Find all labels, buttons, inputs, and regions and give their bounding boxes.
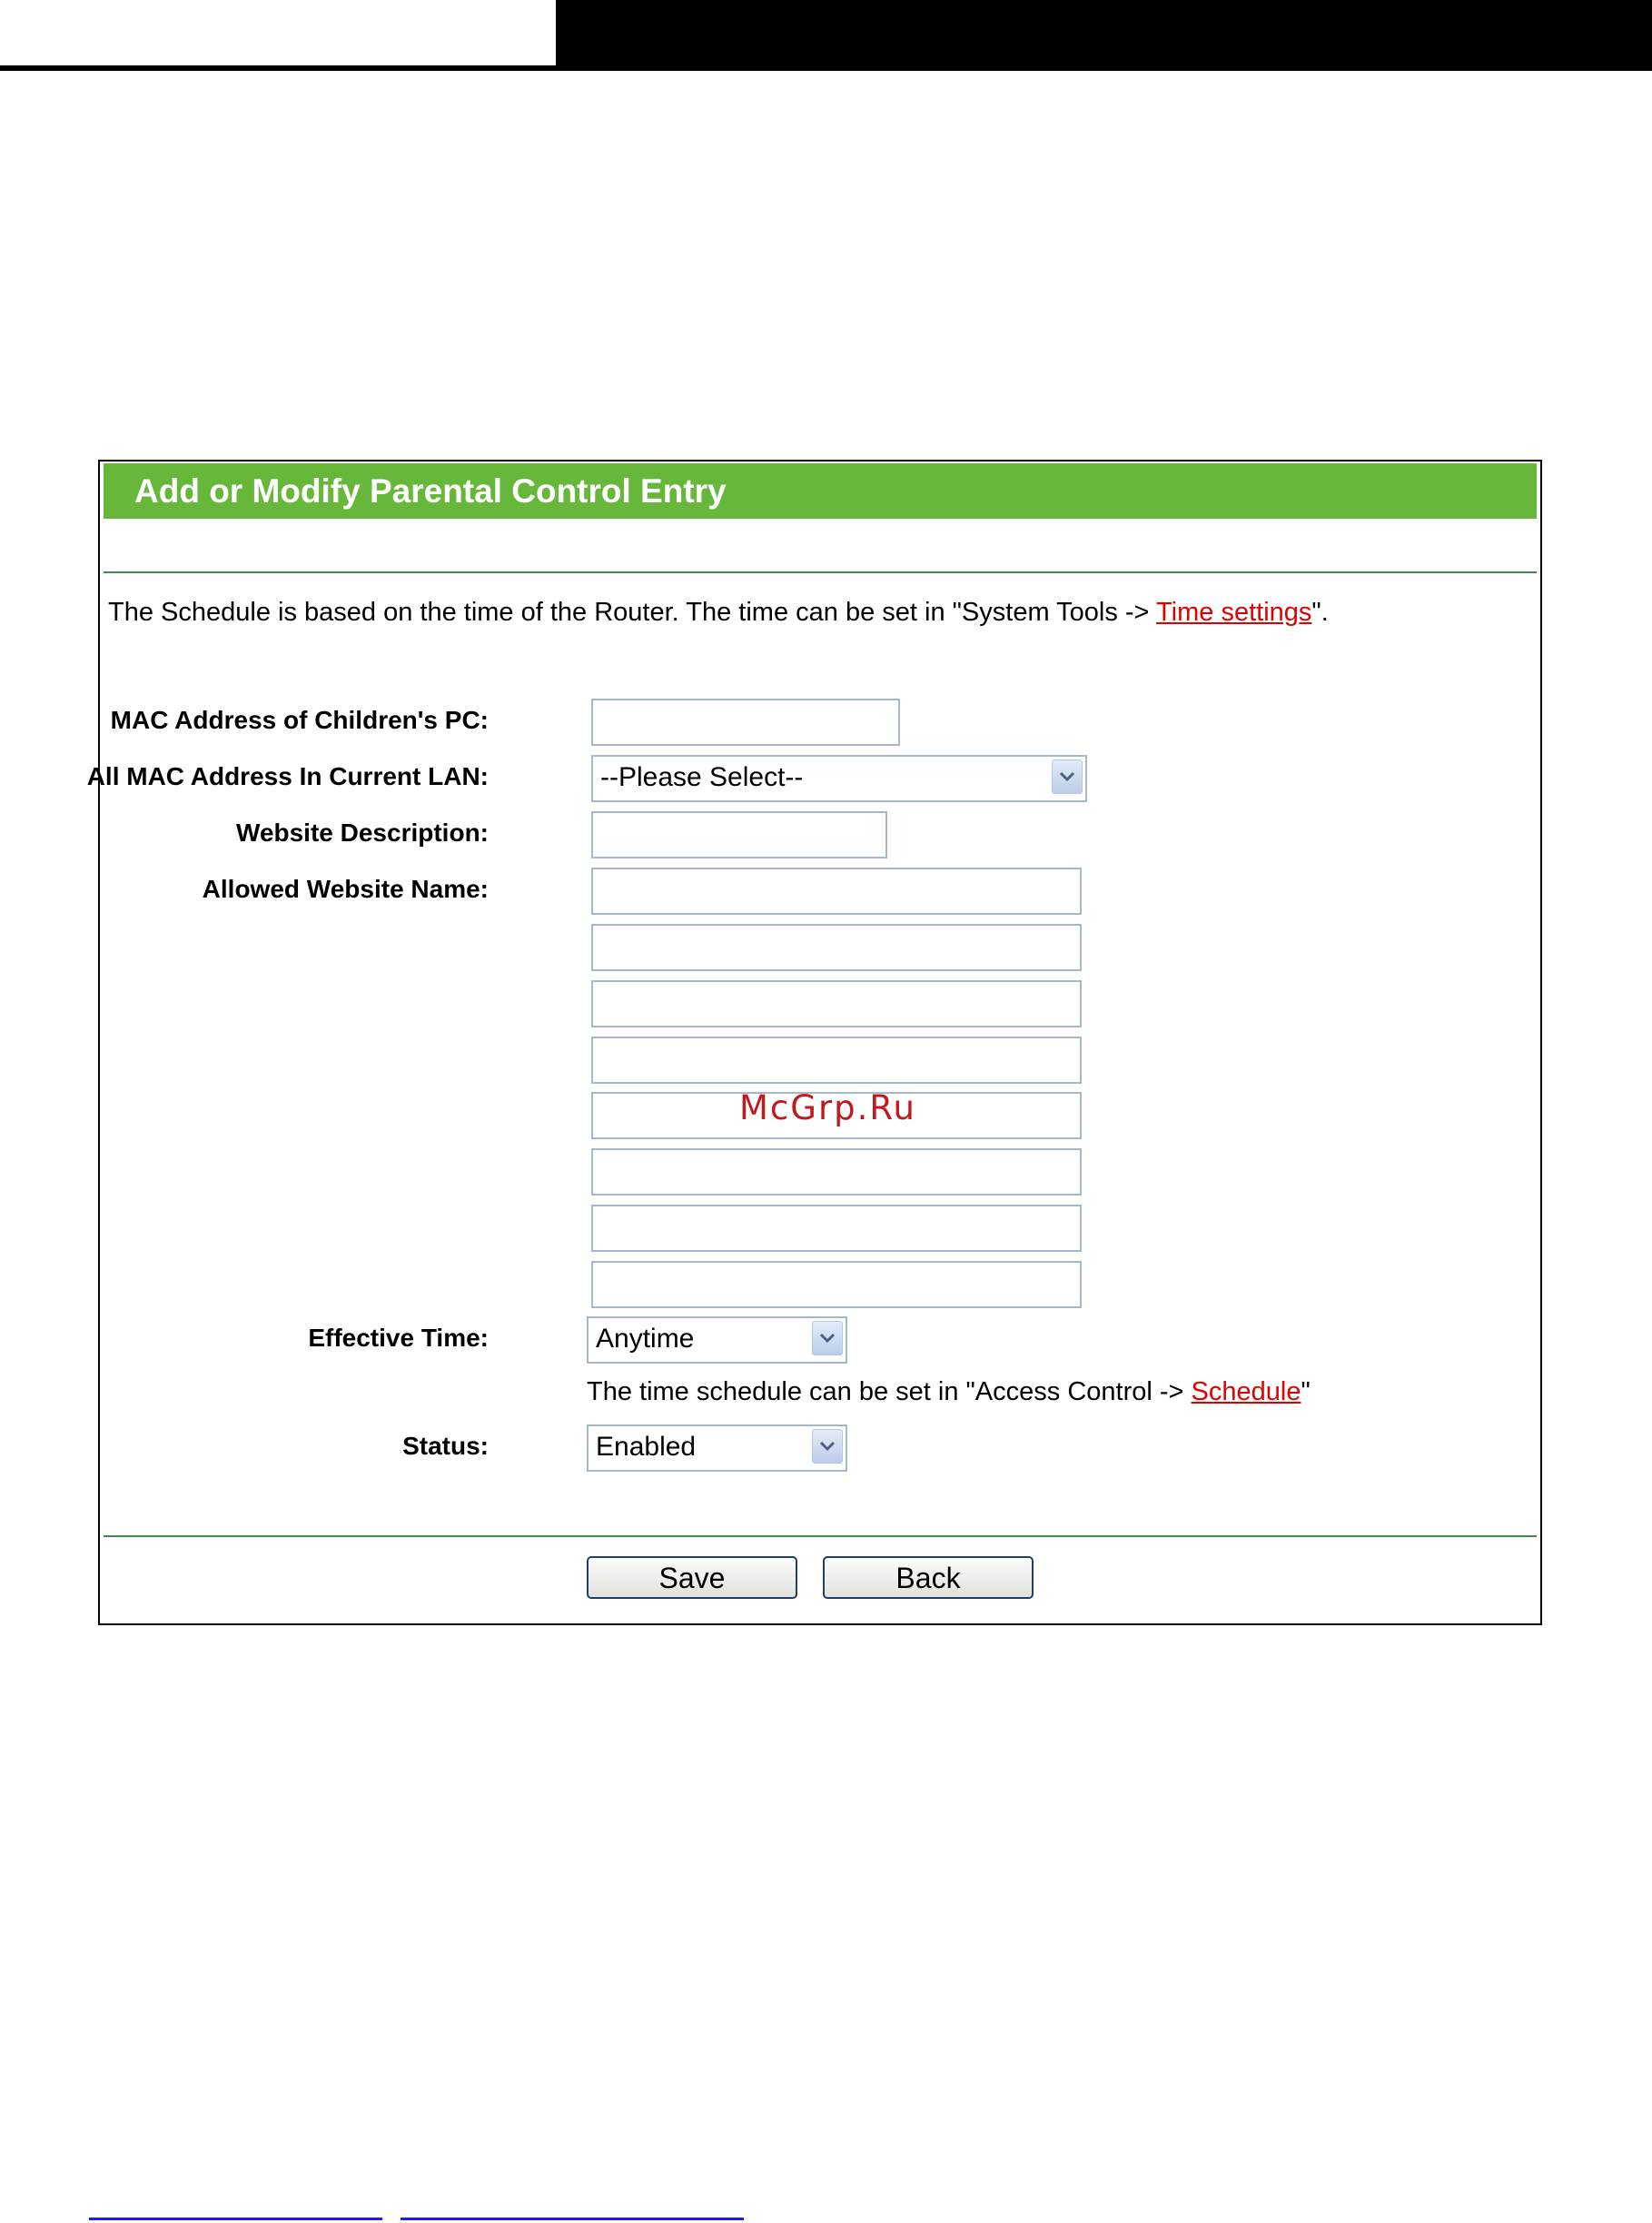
allowed-website-input-6[interactable] [591,1148,1082,1196]
effective-time-selected: Anytime [596,1324,695,1354]
watermark: McGrp.Ru [739,1088,916,1127]
website-description-input[interactable] [591,811,887,858]
header-bar [556,0,1652,71]
chevron-down-icon[interactable] [1052,759,1083,794]
header-rule [0,65,556,71]
effective-time-select[interactable] [587,1316,847,1364]
allowed-website-input-1[interactable] [591,868,1082,915]
divider [104,571,1537,573]
allowed-website-input-7[interactable] [591,1205,1082,1252]
allowed-website-input-4[interactable] [591,1037,1082,1084]
footer-link-1[interactable] [89,2218,382,2220]
all-mac-selected: --Please Select-- [600,762,804,792]
divider [104,1535,1537,1537]
effective-time-label: Effective Time: [308,1324,489,1352]
footer-link-2[interactable] [401,2218,744,2220]
schedule-info [108,598,1329,628]
website-description-label: Website Description: [236,819,489,847]
schedule-hint-suffix: " [1301,1377,1311,1406]
status-label: Status: [402,1432,489,1460]
time-settings-link[interactable]: Time settings [1156,598,1312,627]
save-button[interactable]: Save [587,1556,797,1599]
schedule-link[interactable]: Schedule [1191,1377,1301,1406]
schedule-info-text: The Schedule is based on the time of the Router. The time can be set in "System Tools -> [108,598,1157,627]
allowed-website-input-3[interactable] [591,980,1082,1027]
chevron-down-icon[interactable] [812,1321,843,1355]
back-button[interactable]: Back [823,1556,1034,1599]
mac-address-label: MAC Address of Children's PC: [110,706,489,734]
all-mac-label: All MAC Address In Current LAN: [86,762,489,790]
schedule-hint [587,1377,1311,1407]
mac-address-input[interactable] [591,699,900,746]
allowed-website-input-2[interactable] [591,924,1082,971]
chevron-down-icon[interactable] [812,1429,843,1464]
allowed-website-input-8[interactable] [591,1261,1082,1308]
schedule-info-suffix: ". [1311,598,1329,627]
status-selected: Enabled [596,1432,697,1462]
panel-title: Add or Modify Parental Control Entry [104,463,1537,519]
all-mac-select[interactable] [591,755,1087,802]
status-select[interactable] [587,1424,847,1472]
schedule-hint-text: The time schedule can be set in "Access Control -> [587,1377,1192,1406]
parental-control-panel [86,460,1542,1625]
allowed-website-label: Allowed Website Name: [202,875,489,903]
